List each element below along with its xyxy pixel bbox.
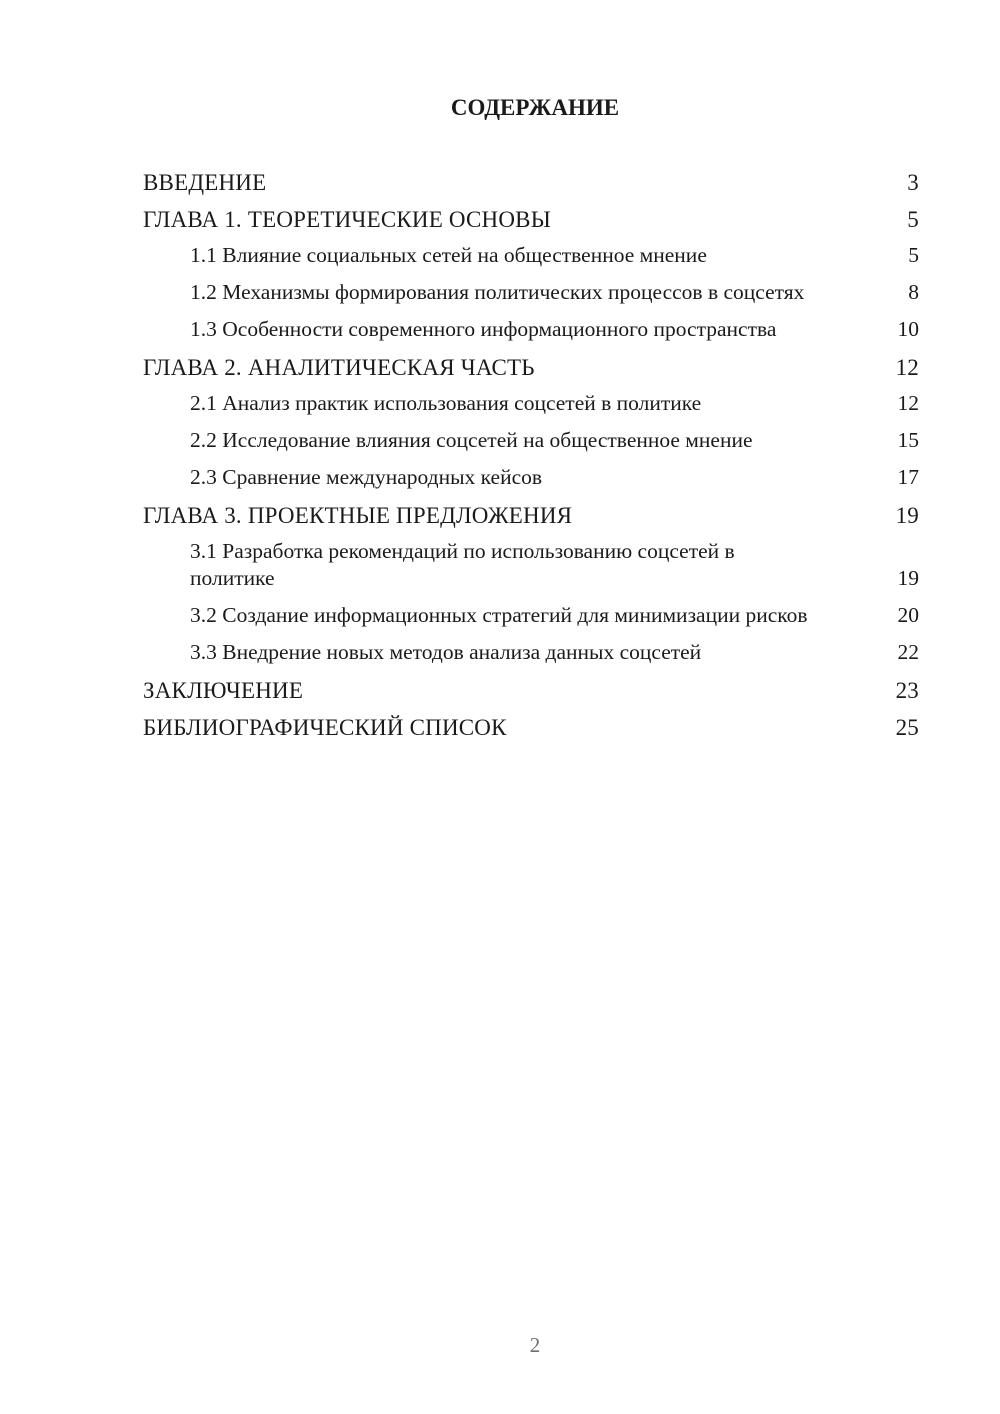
page-title: СОДЕРЖАНИЕ	[450, 95, 620, 120]
page-number: 2	[529, 1333, 541, 1357]
toc-entry-label: БИБЛИОГРАФИЧЕСКИЙ СПИСОК	[143, 715, 507, 740]
toc-entry-label: 3.2 Создание информационных стратегий для минимизации рисков	[190, 603, 808, 627]
toc-entry-page-number: 8	[908, 280, 919, 304]
toc-entry-page-number: 5	[907, 207, 919, 232]
toc-chapter-entry[interactable]	[143, 676, 919, 706]
toc-entry-page-number: 17	[897, 465, 919, 489]
toc-entry-label: 1.1 Влияние социальных сетей на общественное мнение	[190, 243, 707, 267]
toc-entry-page-number: 22	[897, 640, 919, 664]
toc-entry-page-number: 20	[897, 603, 919, 627]
toc-entry-label: ГЛАВА 3. ПРОЕКТНЫЕ ПРЕДЛОЖЕНИЯ	[143, 503, 573, 528]
toc-entry-page-number: 3	[907, 170, 919, 195]
toc-entry-label: 2.1 Анализ практик использования соцсетей в политике	[190, 391, 702, 415]
toc-entry-page-number: 15	[897, 428, 919, 452]
toc-entry-page-number: 19	[895, 503, 919, 528]
toc-entry-label: ГЛАВА 2. АНАЛИТИЧЕСКАЯ ЧАСТЬ	[143, 355, 535, 380]
toc-chapter-entry[interactable]	[143, 501, 919, 531]
toc-entry-page-number: 5	[908, 243, 919, 267]
toc-section-entry[interactable]	[143, 390, 919, 417]
toc-section-entry[interactable]	[143, 279, 919, 306]
toc-entry-page-number: 19	[897, 566, 919, 590]
toc-section-entry[interactable]	[143, 316, 919, 343]
toc-entry-label: 3.3 Внедрение новых методов анализа данных соцсетей	[190, 640, 702, 664]
toc-entry-page-number: 12	[895, 355, 919, 380]
toc-entry-page-number: 23	[895, 678, 919, 703]
toc-chapter-entry[interactable]	[143, 205, 919, 235]
toc-entry-label: 3.1 Разработка рекомендаций по использованию соцсетей в политике	[190, 539, 735, 590]
toc-entry-label: 1.3 Особенности современного информационного пространства	[190, 317, 777, 341]
toc-entry-page-number: 25	[895, 715, 919, 740]
toc-chapter-entry[interactable]	[143, 353, 919, 383]
toc-section-entry[interactable]	[143, 464, 919, 491]
toc-chapter-entry[interactable]	[143, 713, 919, 743]
toc-entry-page-number: 12	[897, 391, 919, 415]
toc-entry-label: 1.2 Механизмы формирования политических процессов в соцсетях	[190, 280, 805, 304]
toc-section-entry[interactable]	[143, 602, 919, 629]
toc-entry-page-number: 10	[897, 317, 919, 341]
toc-section-entry[interactable]	[143, 538, 919, 592]
toc-section-entry[interactable]	[143, 427, 919, 454]
toc-entry-label: 2.3 Сравнение международных кейсов	[190, 465, 543, 489]
toc-entry-label: 2.2 Исследование влияния соцсетей на общественное мнение	[190, 428, 753, 452]
toc-entry-label: ЗАКЛЮЧЕНИЕ	[143, 678, 304, 703]
table-of-contents	[143, 168, 919, 750]
toc-entry-label: ГЛАВА 1. ТЕОРЕТИЧЕСКИЕ ОСНОВЫ	[143, 207, 551, 232]
toc-section-entry[interactable]	[143, 242, 919, 269]
toc-section-entry[interactable]	[143, 639, 919, 666]
toc-chapter-entry[interactable]	[143, 168, 919, 198]
toc-entry-label: ВВЕДЕНИЕ	[143, 170, 267, 195]
